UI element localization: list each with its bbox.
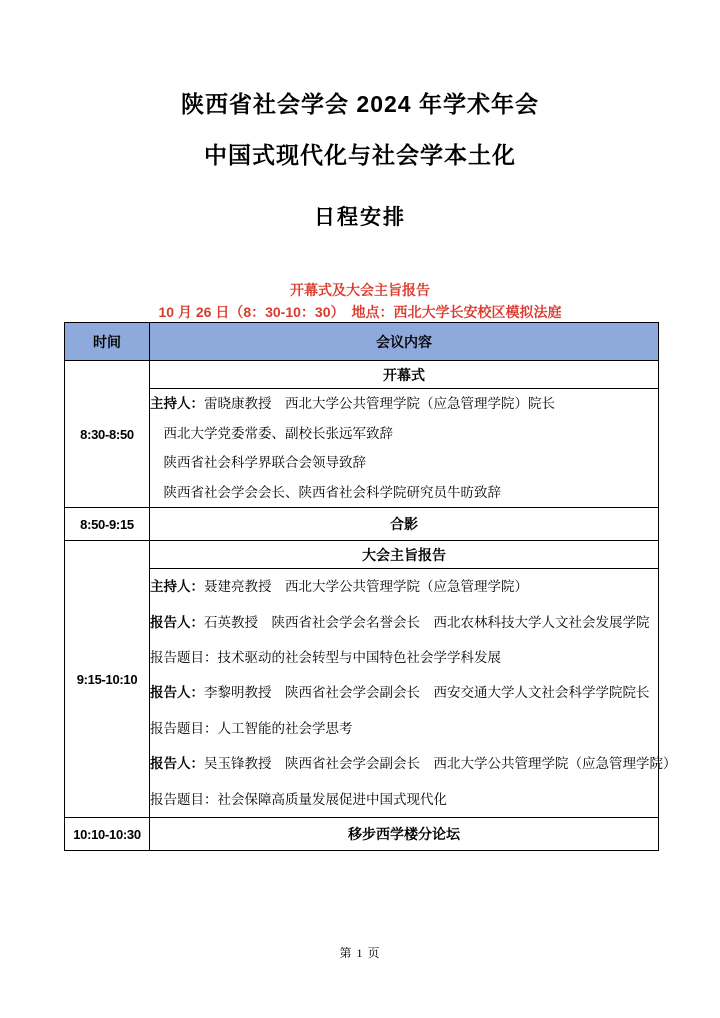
agenda-detail-line [150,720,658,737]
session-datetime-location: 10 月 26 日（8：30-10：30） 地点：西北大学长安校区模拟法庭 [158,304,562,320]
column-header-1: 会议内容 [150,323,659,361]
table-row [65,541,659,569]
agenda-detail-line [150,684,658,701]
agenda-detail-line [150,755,677,772]
agenda-activity-cell: 合影 [150,508,659,541]
detail-line-text: 聂建亮教授 西北大学公共管理学院（应急管理学院） [204,579,528,595]
agenda-detail-line [150,614,658,631]
table-row [65,818,659,851]
detail-line-text: 陕西省社会学会会长、陕西省社会科学院研究员牛昉致辞 [150,484,501,500]
detail-line-text: 吴玉锋教授 陕西省社会学会副会长 西北大学公共管理学院（应急管理学院） [204,756,677,772]
detail-line-label: 报告人： [150,685,204,701]
detail-line-text: 报告题目：技术驱动的社会转型与中国特色社会学学科发展 [150,650,501,666]
agenda-time-cell: 8:50-9:15 [65,508,150,541]
agenda-time-cell: 10:10-10:30 [65,818,150,851]
agenda-detail-line [150,649,658,666]
column-header-0: 时间 [65,323,150,361]
detail-lines [150,389,658,507]
agenda-table-header [65,323,659,361]
agenda-time-cell: 8:30-8:50 [65,361,150,508]
doc-title-line1: 陕西省社会学会 2024 年学术年会 [181,91,539,117]
detail-line-text: 陕西省社会科学界联合会领导致辞 [150,455,366,471]
page-number: 第 1 页 [339,946,381,960]
table-row [65,389,659,508]
agenda-table-body [65,361,677,851]
doc-title-line2: 中国式现代化与社会学本土化 [204,142,516,168]
detail-line-text: 李黎明教授 陕西省社会学会副会长 西安交通大学人文社会科学学院院长 [204,685,650,701]
detail-line-text: 报告题目：人工智能的社会学思考 [150,720,353,736]
schedule-heading: 日程安排 [314,206,406,229]
agenda-detail-cell [150,569,677,818]
detail-line-label: 报告人： [150,614,204,630]
agenda-detail-line [150,791,658,808]
detail-lines [150,569,677,817]
agenda-detail-line [150,454,658,471]
detail-line-text: 石英教授 陕西省社会学会名誉会长 西北农林科技大学人文社会发展学院 [204,614,650,630]
session-title: 开幕式及大会主旨报告 [290,282,430,298]
table-row [65,569,659,818]
agenda-section-title: 大会主旨报告 [150,541,659,569]
detail-line-text: 西北大学党委常委、副校长张远军致辞 [150,425,393,441]
agenda-detail-line [150,484,658,501]
detail-line-label: 报告人： [150,756,204,772]
agenda-detail-line [150,395,658,412]
detail-line-text: 雷晓康教授 西北大学公共管理学院（应急管理学院）院长 [204,396,555,412]
header-row [65,323,659,361]
agenda-section-title: 开幕式 [150,361,659,389]
detail-line-text: 报告题目：社会保障高质量发展促进中国式现代化 [150,791,447,807]
detail-line-label: 主持人： [150,396,204,412]
agenda-table [64,322,677,851]
agenda-time-cell: 9:15-10:10 [65,541,150,818]
detail-line-label: 主持人： [150,579,204,595]
table-row [65,361,659,389]
agenda-detail-line [150,578,658,595]
agenda-detail-cell [150,389,659,508]
table-row [65,508,659,541]
agenda-detail-line [150,425,658,442]
agenda-activity-cell: 移步西学楼分论坛 [150,818,659,851]
